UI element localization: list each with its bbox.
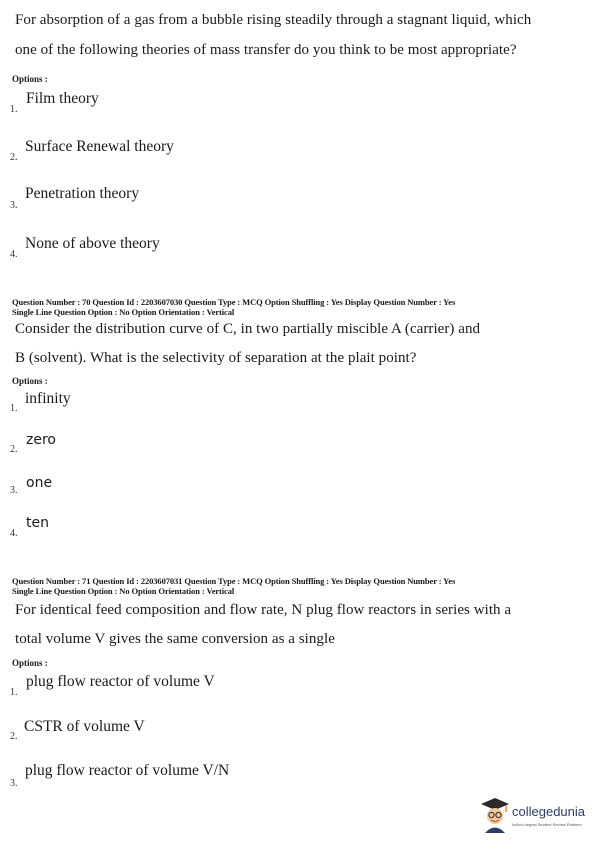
question-70-meta-line1: Question Number : 70 Question Id : 2203607030 Question Type : MCQ Option Shuffling : Yes Display Question Number : Yes [12, 297, 456, 307]
option-text: plug flow reactor of volume V/N [25, 762, 230, 779]
question-70-text-line1: Consider the distribution curve of C, in two partially miscible A (carrier) and [15, 321, 481, 337]
logo-tagline: India's largest Student Review Platform [512, 822, 582, 827]
option-text: CSTR of volume V [24, 718, 145, 735]
option-text: Penetration theory [25, 185, 140, 202]
question-71-text-line1: For identical feed composition and flow rate, N plug flow reactors in series with a [15, 602, 512, 618]
option-text: ten [26, 515, 49, 531]
option-number: 3. [10, 200, 18, 211]
option-number: 1. [10, 104, 18, 115]
option-number: 3. [10, 778, 18, 789]
options-label: Options : [12, 74, 48, 84]
option-number: 1. [10, 403, 18, 414]
graduate-mascot-icon [480, 796, 510, 834]
question-71-text-line2: total volume V gives the same conversion as a single [15, 631, 335, 647]
option-text: zero [26, 432, 56, 448]
question-71-meta-line1: Question Number : 71 Question Id : 2203607031 Question Type : MCQ Option Shuffling : Yes Display Question Number : Yes [12, 576, 456, 586]
question-69-text-line1: For absorption of a gas from a bubble rising steadily through a stagnant liquid, which [15, 12, 532, 28]
options-label: Options : [12, 658, 48, 668]
option-number: 2. [10, 444, 18, 455]
option-text: infinity [25, 390, 71, 407]
option-text: plug flow reactor of volume V [26, 673, 215, 690]
question-70-text-line2: B (solvent). What is the selectivity of separation at the plait point? [15, 350, 417, 366]
question-69-text-line2: one of the following theories of mass transfer do you think to be most appropriate? [15, 42, 517, 58]
option-number: 2. [10, 152, 18, 163]
collegedunia-logo [480, 796, 592, 836]
option-text: one [26, 475, 53, 491]
options-label: Options : [12, 376, 48, 386]
option-number: 2. [10, 731, 18, 742]
option-number: 4. [10, 528, 18, 539]
option-text: None of above theory [25, 235, 160, 252]
question-71-meta-line2: Single Line Question Option : No Option Orientation : Vertical [12, 586, 235, 596]
option-number: 3. [10, 485, 18, 496]
option-text: Film theory [26, 90, 99, 107]
question-70-meta-line2: Single Line Question Option : No Option Orientation : Vertical [12, 307, 235, 317]
option-text: Surface Renewal theory [25, 138, 174, 155]
option-number: 4. [10, 249, 18, 260]
logo-wordmark: collegedunia [512, 804, 586, 819]
option-number: 1. [10, 687, 18, 698]
